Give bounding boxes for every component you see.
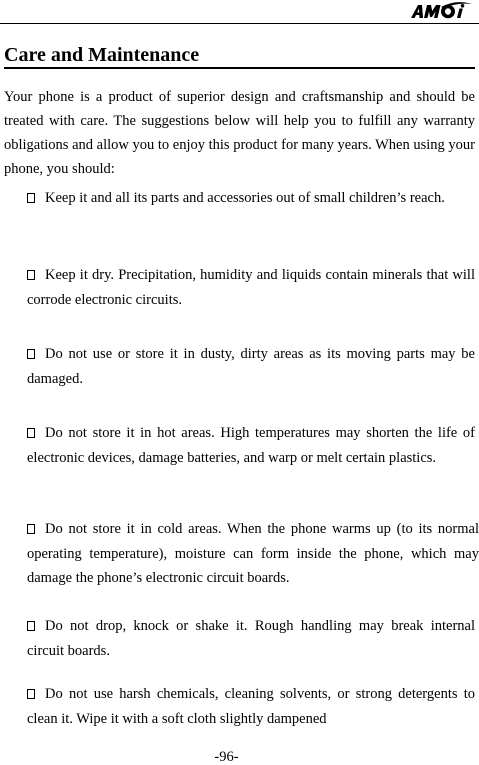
amoi-logo	[411, 2, 473, 20]
list-item	[27, 263, 475, 312]
title-rule	[4, 67, 475, 69]
bullet-marker	[27, 621, 35, 631]
bullet-text: Do not use harsh chemicals, cleaning solvents, or strong detergents to clean it. Wipe it with a soft cloth slightly dampened	[27, 686, 475, 727]
bullet-marker	[27, 270, 35, 280]
bullet-marker	[27, 349, 35, 359]
page-number: -96-	[214, 749, 239, 765]
bullet-marker	[27, 524, 35, 534]
bullet-text: Do not store it in cold areas. When the phone warms up (to its normal operating temperature), moisture can form inside the phone, which may damage the phone’s electronic circuit boards.	[27, 521, 479, 586]
bullet-marker	[27, 428, 35, 438]
list-item	[27, 421, 475, 470]
list-item	[27, 342, 475, 391]
bullet-text: Keep it dry. Precipitation, humidity and liquids contain minerals that will corrode electronic circuits.	[27, 267, 475, 308]
bullet-marker	[27, 193, 35, 203]
section-title: Care and Maintenance	[4, 44, 200, 66]
bullet-text: Do not drop, knock or shake it. Rough handling may break internal circuit boards.	[27, 618, 475, 659]
bullet-marker	[27, 689, 35, 699]
bullet-text: Do not store it in hot areas. High temperatures may shorten the life of electronic devices, damage batteries, and warp or melt certain plastics.	[27, 425, 475, 466]
intro-paragraph: Your phone is a product of superior design and craftsmanship and should be treated with care. The suggestions below will help you to fulfill any warranty obligations and allow you to enjoy this product for many years. When using your phone, you should:	[4, 89, 475, 177]
bullet-text: Do not use or store it in dusty, dirty areas as its moving parts may be damaged.	[27, 346, 475, 387]
list-item	[27, 682, 475, 731]
bullet-text: Keep it and all its parts and accessories out of small children’s reach.	[45, 190, 445, 206]
list-item	[27, 186, 475, 211]
list-item	[27, 614, 475, 663]
header-rule	[0, 23, 479, 24]
list-item	[27, 517, 479, 591]
